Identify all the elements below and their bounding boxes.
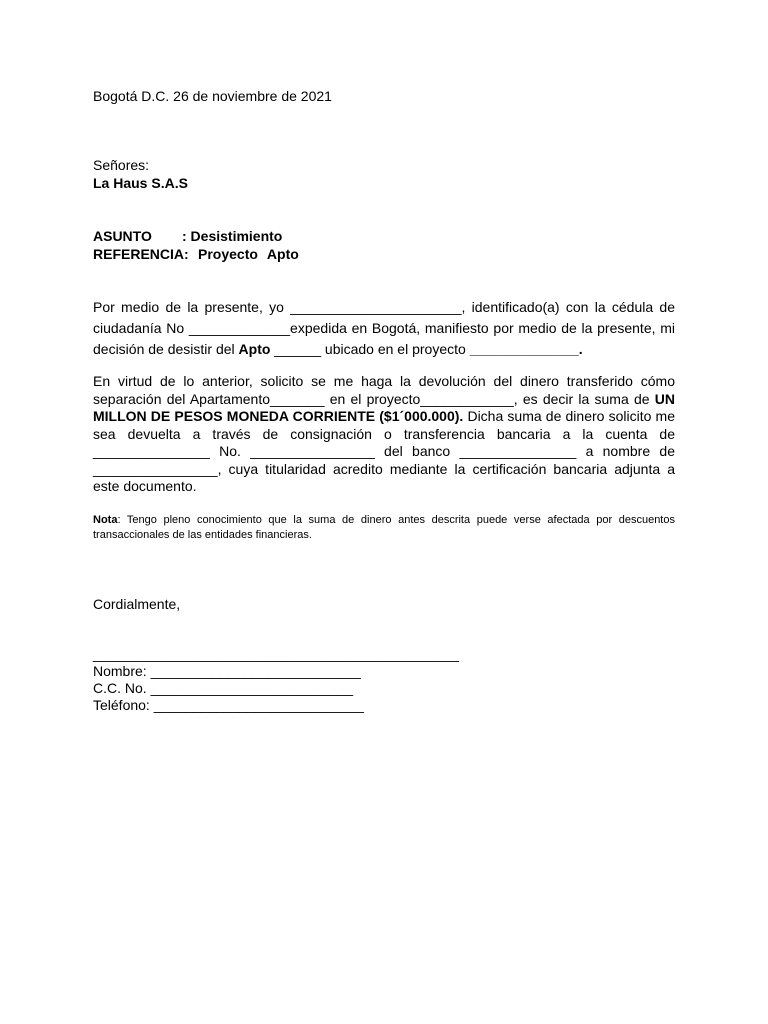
- subject-block: [93, 228, 675, 263]
- paragraph-devolucion: [93, 373, 675, 496]
- asunto-label: ASUNTO: [93, 228, 152, 244]
- closing: Cordialmente,: [93, 596, 181, 612]
- asunto-line: [93, 228, 675, 246]
- asunto-value: : Desistimiento: [182, 228, 283, 244]
- para2-amount: UN MILLON DE PESOS MONEDA CORRIENTE ($1´000.000).: [93, 390, 675, 424]
- letter-date: Bogotá D.C. 26 de noviembre de 2021: [93, 88, 332, 104]
- referencia-project: Proyecto: [198, 245, 258, 262]
- signature-telefono: Teléfono: ___________________________: [93, 697, 364, 713]
- referencia-apto: Apto: [266, 245, 299, 262]
- signature-block: [93, 646, 675, 714]
- para1-text-1: Por medio de la presente, yo ______________________, identificado(a) con la cédula de ciudadanía No _____________expedida en Bogotá, manifiesto por medio de la presente, mi decisión de desistir del: [93, 299, 675, 357]
- referencia-line: [93, 246, 675, 264]
- para1-text-3: ______________.: [469, 341, 583, 357]
- signature-cc: C.C. No. __________________________: [93, 680, 354, 696]
- para2-text-2: Dicha suma de dinero solicito me sea devuelta a través de consignación o transferencia bancaria a la cuenta de _______________ No. ________________ del banco _______________ a nombre de ________________, cuya titularidad acredito mediante la certificación bancaria adjunta a este documento.: [93, 408, 675, 494]
- greeting: Señores:: [93, 157, 150, 173]
- note-label: Nota: [93, 514, 118, 526]
- referencia-label: REFERENCIA:: [93, 245, 189, 262]
- recipient-block: [93, 157, 675, 192]
- signature-nombre: Nombre: ___________________________: [93, 663, 361, 679]
- note-text: : Tengo pleno conocimiento que la suma de dinero antes descrita puede verse afectada por descuentos transaccionales de las entidades financieras.: [93, 514, 675, 541]
- para2-text-1: En virtud de lo anterior, solicito se me haga la devolución del dinero transferido cómo separación del Apartamento_______ en el proyecto____________, es decir la suma de: [93, 373, 675, 407]
- paragraph-desistimiento: [93, 297, 675, 360]
- note-paragraph: [93, 513, 675, 543]
- para1-text-2: ______ ubicado en el proyecto: [270, 341, 470, 357]
- para1-apto: Apto: [238, 341, 271, 357]
- signature-line: _______________________________________________: [93, 646, 459, 662]
- recipient-name: La Haus S.A.S: [93, 174, 188, 191]
